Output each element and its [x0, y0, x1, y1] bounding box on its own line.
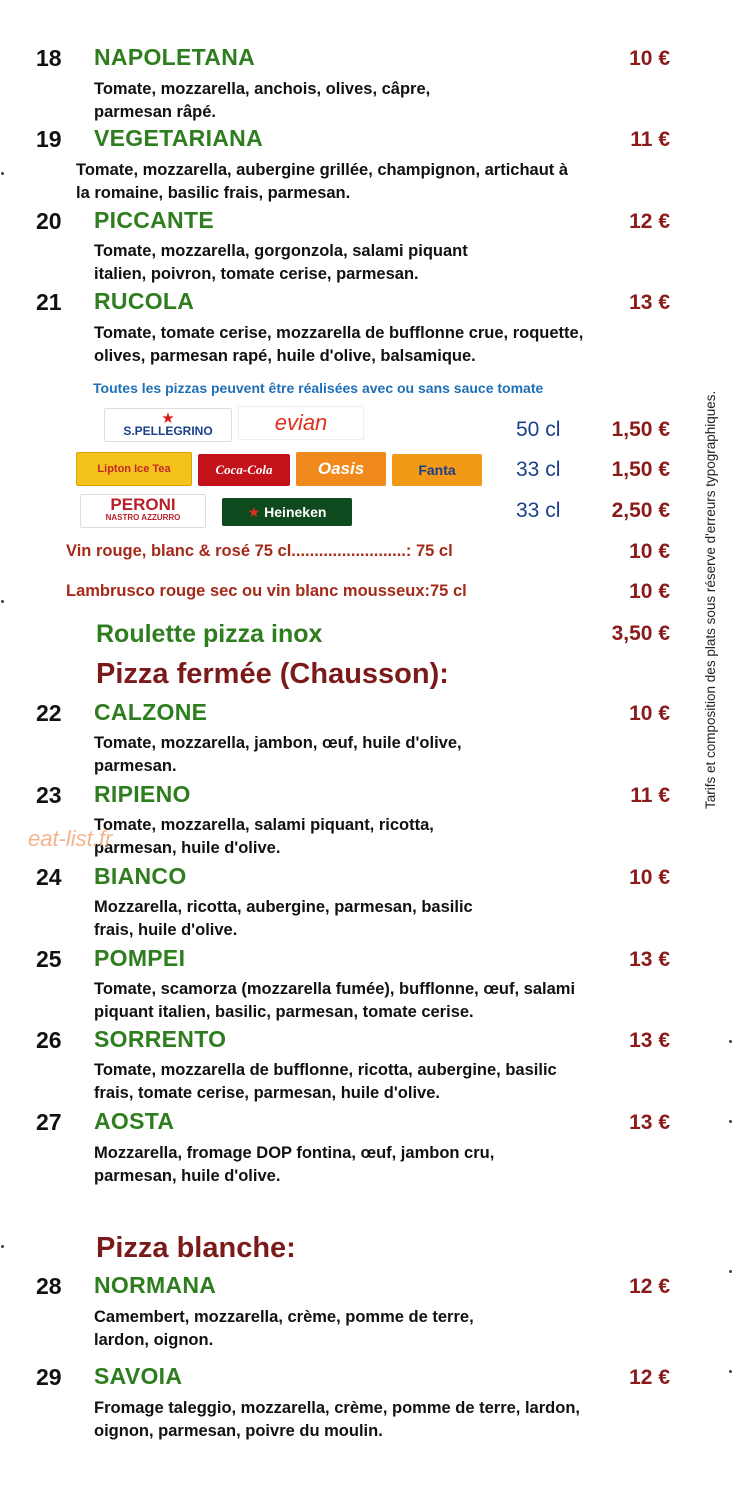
item-name: NORMANA: [94, 1272, 217, 1298]
desc-line: Tomate, mozzarella de bufflonne, ricotta, aubergine, basilic: [94, 1061, 557, 1079]
lipton-logo: [76, 452, 192, 486]
drink-size: 33 cl: [516, 499, 561, 522]
item-price: 13 €: [629, 948, 670, 971]
item-price: 10 €: [629, 702, 670, 725]
watermark: eat-list.fr: [28, 826, 113, 851]
brand-sublabel: NASTRO AZZURRO: [105, 513, 181, 522]
item-number: 26: [36, 1027, 62, 1053]
item-description: [94, 322, 674, 368]
item-price: 10 €: [629, 47, 670, 70]
brand-label: Oasis: [317, 459, 365, 478]
edge-dot: [1, 600, 4, 603]
brand-label: evian: [274, 410, 328, 435]
wine-price: 10 €: [629, 540, 670, 563]
oasis-logo: [296, 452, 386, 486]
drink-price: 2,50 €: [611, 499, 670, 522]
item-name: CALZONE: [94, 699, 208, 725]
desc-line: Mozzarella, fromage DOP fontina, œuf, jambon cru,: [94, 1144, 495, 1162]
desc-line: Camembert, mozzarella, crème, pomme de terre,: [94, 1308, 474, 1326]
side-disclaimer: [703, 390, 727, 809]
item-name: SORRENTO: [94, 1026, 227, 1052]
item-description: [94, 240, 674, 286]
desc-line: Tomate, scamorza (mozzarella fumée), bufflonne, œuf, salami: [94, 980, 576, 998]
wine-label: Lambrusco rouge sec ou vin blanc mousseux:75 cl: [66, 582, 467, 600]
item-description: [94, 896, 674, 942]
edge-dot: [729, 1370, 732, 1373]
desc-line: parmesan, huile d'olive.: [94, 1167, 281, 1185]
brand-label: S.PELLEGRINO: [123, 424, 213, 438]
drink-size: 50 cl: [516, 418, 561, 441]
item-price: 13 €: [629, 1111, 670, 1134]
desc-line: italien, poivron, tomate cerise, parmesan.: [94, 265, 419, 283]
peroni-logo: [80, 494, 206, 528]
item-price: 12 €: [629, 210, 670, 233]
edge-dot: [729, 1120, 732, 1123]
item-description: [94, 732, 674, 778]
section-title-blanche: Pizza blanche:: [96, 1232, 296, 1264]
roulette-price: 3,50 €: [611, 622, 670, 645]
item-number: 20: [36, 208, 62, 234]
section-title-fermee: Pizza fermée (Chausson):: [96, 658, 449, 690]
item-number: 21: [36, 289, 62, 315]
item-price: 12 €: [629, 1275, 670, 1298]
disclaimer-text: Tarifs et composition des plats sous réserve d'erreurs typographiques.: [703, 390, 718, 809]
item-number: 24: [36, 864, 62, 890]
brand-label: Lipton Ice Tea: [97, 463, 171, 475]
desc-line: frais, tomate cerise, parmesan, huile d'olive.: [94, 1084, 440, 1102]
item-description: [76, 159, 676, 205]
desc-line: Tomate, tomate cerise, mozzarella de bufflonne crue, roquette,: [94, 324, 584, 342]
drink-price: 1,50 €: [611, 418, 670, 441]
cocacola-logo: [198, 454, 290, 486]
item-price: 13 €: [629, 291, 670, 314]
desc-line: Fromage taleggio, mozzarella, crème, pomme de terre, lardon,: [94, 1399, 580, 1417]
item-price: 12 €: [629, 1366, 670, 1389]
item-description: [94, 78, 674, 124]
desc-line: parmesan râpé.: [94, 103, 216, 121]
item-number: 28: [36, 1273, 62, 1299]
desc-line: la romaine, basilic frais, parmesan.: [76, 184, 351, 202]
desc-line: parmesan, huile d'olive.: [94, 839, 281, 857]
item-number: 18: [36, 45, 62, 71]
desc-line: parmesan.: [94, 757, 177, 775]
item-description: [94, 1397, 674, 1443]
heineken-logo: [222, 498, 352, 526]
roulette-label: Roulette pizza inox: [96, 620, 323, 648]
drink-price: 1,50 €: [611, 458, 670, 481]
evian-logo: [238, 406, 364, 440]
item-number: 27: [36, 1109, 62, 1135]
item-name: BIANCO: [94, 863, 187, 889]
item-name: NAPOLETANA: [94, 44, 256, 70]
star-icon: ★: [161, 410, 175, 427]
item-name: AOSTA: [94, 1108, 175, 1134]
item-name: VEGETARIANA: [94, 125, 263, 151]
desc-line: Tomate, mozzarella, aubergine grillée, champignon, artichaut à: [76, 161, 569, 179]
brand-label: Fanta: [418, 462, 456, 478]
desc-line: frais, huile d'olive.: [94, 921, 238, 939]
item-number: 19: [36, 126, 62, 152]
item-description: [94, 1306, 674, 1352]
desc-line: lardon, oignon.: [94, 1331, 214, 1349]
item-name: PICCANTE: [94, 207, 214, 233]
item-name: SAVOIA: [94, 1363, 183, 1389]
desc-line: Tomate, mozzarella, anchois, olives, câpre,: [94, 80, 431, 98]
item-description: [94, 978, 674, 1024]
item-price: 13 €: [629, 1029, 670, 1052]
wine-label: Vin rouge, blanc & rosé 75 cl.........................: 75 cl: [66, 542, 453, 560]
brand-label: Heineken: [264, 504, 327, 520]
item-name: POMPEI: [94, 945, 186, 971]
item-name: RUCOLA: [94, 288, 195, 314]
item-number: 29: [36, 1364, 62, 1390]
desc-line: olives, parmesan rapé, huile d'olive, balsamique.: [94, 347, 476, 365]
brand-label: Coca-Cola: [215, 462, 273, 477]
edge-dot: [729, 1040, 732, 1043]
desc-line: Tomate, mozzarella, gorgonzola, salami piquant: [94, 242, 468, 260]
edge-dot: [1, 1245, 4, 1248]
item-description: [94, 814, 674, 860]
drink-size: 33 cl: [516, 458, 561, 481]
wine-price: 10 €: [629, 580, 670, 603]
item-name: RIPIENO: [94, 781, 191, 807]
sauce-note: Toutes les pizzas peuvent être réalisées avec ou sans sauce tomate: [93, 380, 544, 396]
item-price: 11 €: [630, 128, 670, 151]
brand-label: PERONI: [110, 495, 176, 514]
pellegrino-logo: [104, 408, 232, 442]
item-price: 11 €: [630, 784, 670, 807]
item-price: 10 €: [629, 866, 670, 889]
desc-line: piquant italien, basilic, parmesan, tomate cerise.: [94, 1003, 474, 1021]
item-description: [94, 1142, 674, 1188]
item-description: [94, 1059, 674, 1105]
edge-dot: [729, 1270, 732, 1273]
desc-line: oignon, parmesan, poivre du moulin.: [94, 1422, 383, 1440]
item-number: 23: [36, 782, 62, 808]
edge-dot: [1, 172, 4, 175]
item-number: 22: [36, 700, 62, 726]
star-icon: ★: [247, 503, 261, 520]
desc-line: Mozzarella, ricotta, aubergine, parmesan, basilic: [94, 898, 473, 916]
fanta-logo: [392, 454, 482, 486]
desc-line: Tomate, mozzarella, salami piquant, ricotta,: [94, 816, 434, 834]
item-number: 25: [36, 946, 62, 972]
desc-line: Tomate, mozzarella, jambon, œuf, huile d'olive,: [94, 734, 462, 752]
